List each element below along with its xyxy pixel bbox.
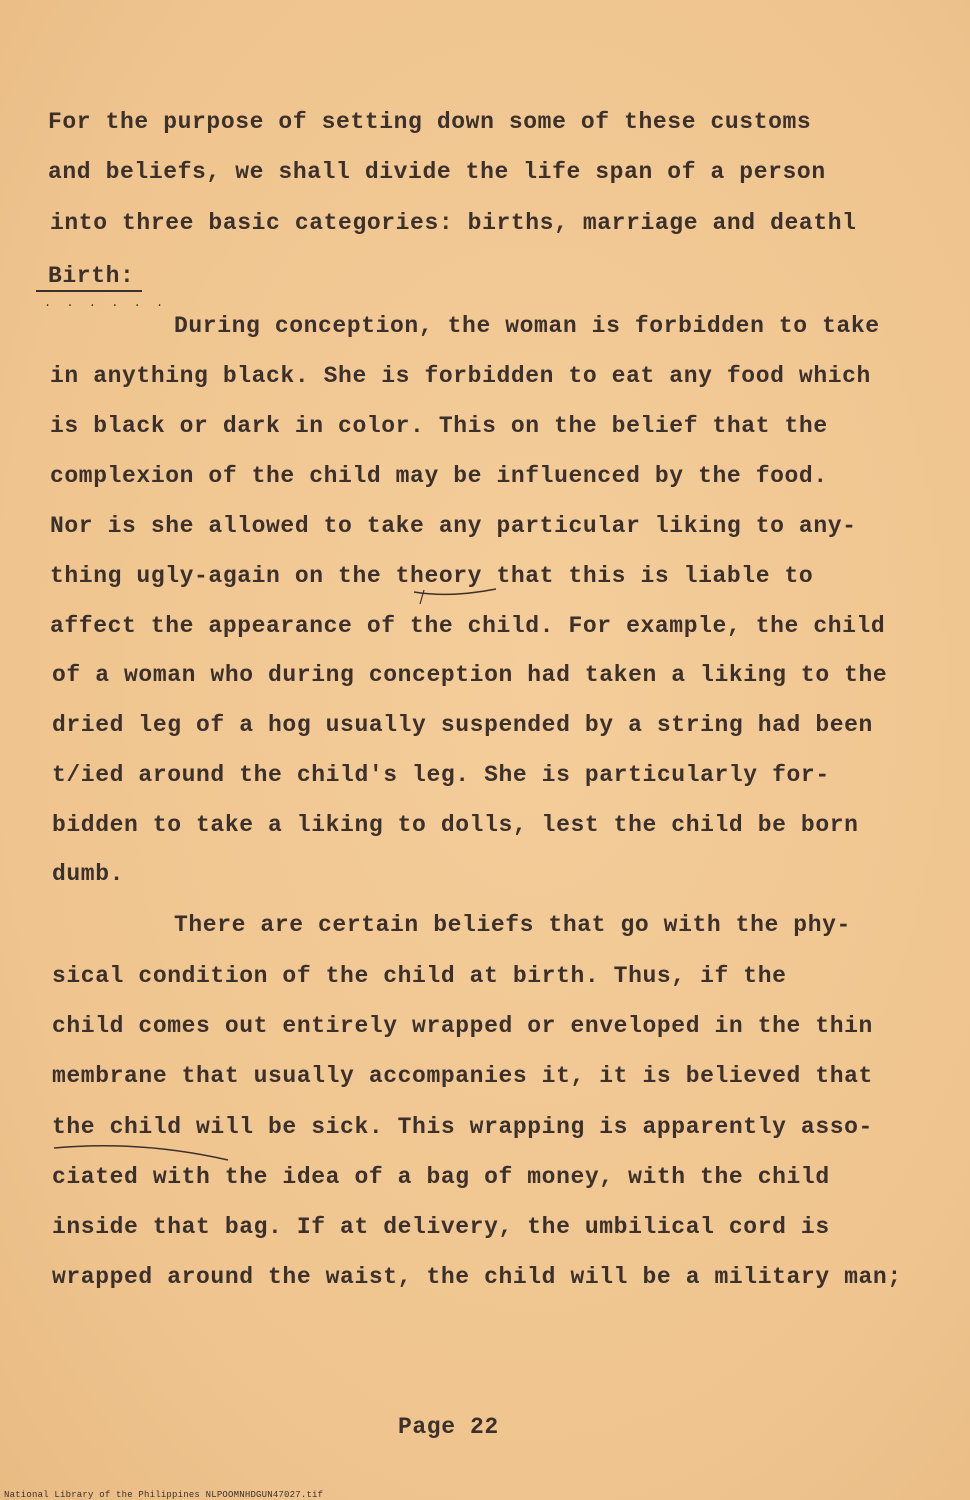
body-line-20: wrapped around the waist, the child will be a military man;: [52, 1264, 902, 1290]
body-line-16: membrane that usually accompanies it, it is believed that: [52, 1063, 873, 1089]
body-line-2: in anything black. She is forbidden to eat any food which: [50, 363, 871, 389]
body-line-9: dried leg of a hog usually suspended by a string had been: [52, 712, 873, 738]
body-line-7: affect the appearance of the child. For example, the child: [50, 613, 886, 639]
body-line-11: bidden to take a liking to dolls, lest the child be born: [52, 812, 859, 838]
archive-footer: National Library of the Philippines NLPOOMNHDGUN47027.tif: [4, 1490, 324, 1500]
body-line-4: complexion of the child may be influenced by the food.: [50, 463, 828, 489]
body-line-14: sical condition of the child at birth. Thus, if the: [52, 963, 787, 989]
body-line-13: There are certain beliefs that go with the phy-: [174, 912, 851, 938]
body-line-1: During conception, the woman is forbidden to take: [174, 313, 880, 339]
body-line-5: Nor is she allowed to take any particular liking to any-: [50, 513, 857, 539]
page-number: Page 22: [398, 1414, 499, 1440]
body-line-12: dumb.: [52, 861, 125, 887]
body-line-19: inside that bag. If at delivery, the umbilical cord is: [52, 1214, 830, 1240]
body-line-17: the child will be sick. This wrapping is apparently asso-: [52, 1114, 873, 1140]
body-line-3: is black or dark in color. This on the belief that the: [50, 413, 828, 439]
intro-line-1: For the purpose of setting down some of these customs: [48, 109, 812, 135]
heading-dots: . . . . . .: [44, 296, 168, 310]
intro-line-3: into three basic categories: births, marriage and deathl: [50, 210, 857, 236]
body-line-15: child comes out entirely wrapped or enveloped in the thin: [52, 1013, 873, 1039]
body-line-18: ciated with the idea of a bag of money, with the child: [52, 1164, 830, 1190]
section-heading-birth: Birth:: [36, 262, 142, 292]
body-line-8: of a woman who during conception had taken a liking to the: [52, 662, 888, 688]
body-line-10: t/ied around the child's leg. She is particularly for-: [52, 762, 830, 788]
body-line-6: thing ugly-again on the theory that this is liable to: [50, 563, 814, 589]
intro-line-2: and beliefs, we shall divide the life span of a person: [48, 159, 826, 185]
